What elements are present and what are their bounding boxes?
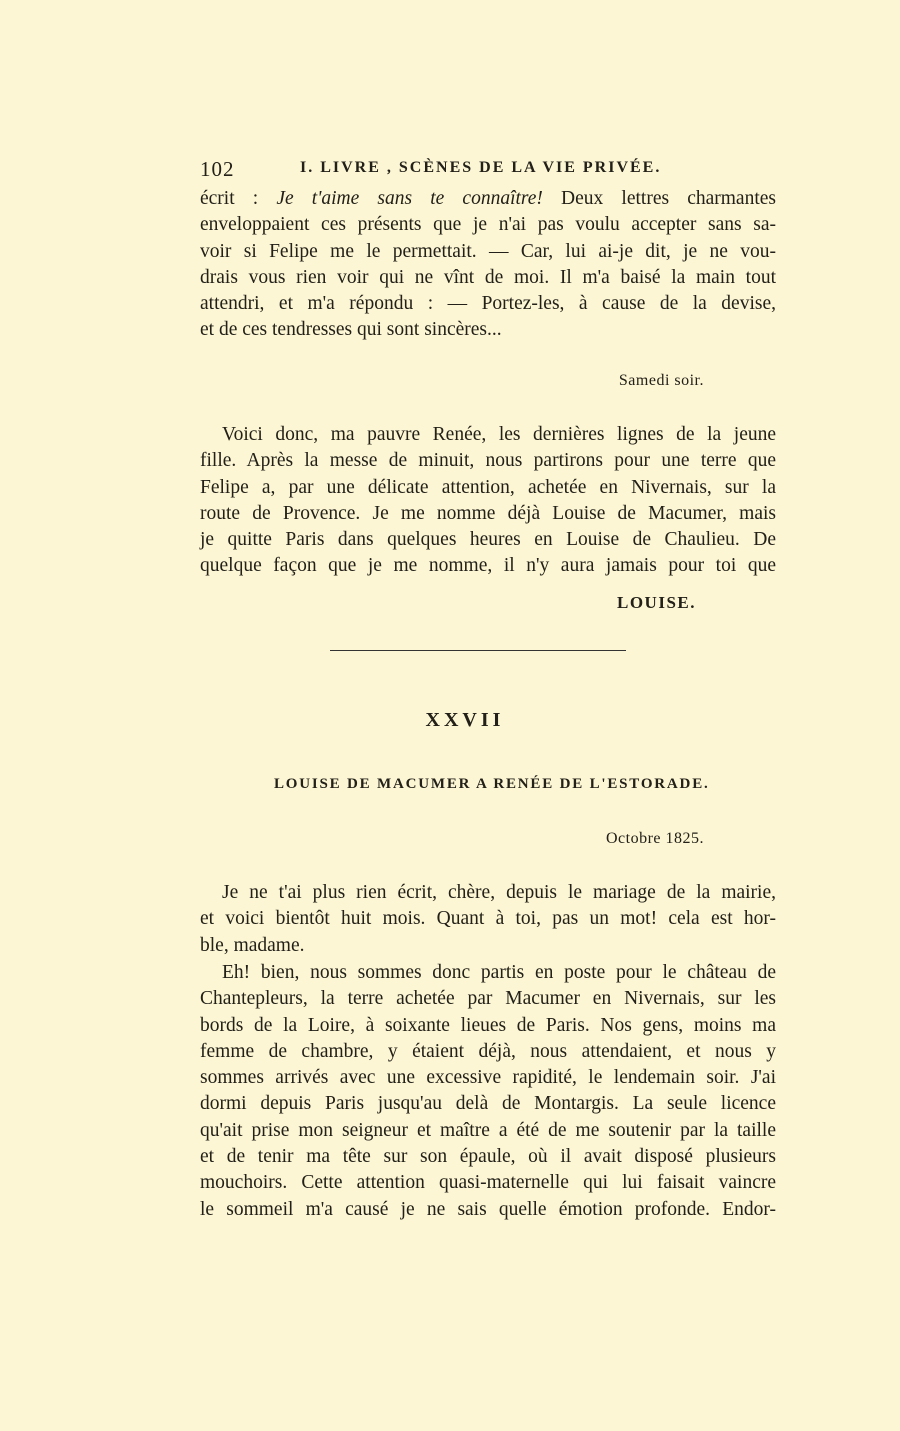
text-line: voir si Felipe me le permettait. — Car, lui ai-je dit, je ne vou-	[200, 240, 776, 262]
text-line: le sommeil m'a causé je ne sais quelle émotion profonde. Endor-	[200, 1198, 776, 1220]
text-line: Chantepleurs, la terre achetée par Macumer en Nivernais, sur les	[200, 988, 776, 1010]
paragraph-voici	[200, 422, 776, 580]
text-line: ble, madame.	[200, 934, 305, 956]
text-line: drais vous rien voir qui ne vînt de moi. Il m'a baisé la main tout	[200, 266, 776, 288]
text-line: écrit : Je t'aime sans te connaître! Deux lettres charmantes	[200, 188, 776, 209]
section-divider	[330, 650, 626, 651]
text-line: femme de chambre, y étaient déjà, nous attendaient, et nous y	[200, 1040, 776, 1062]
letter-heading: LOUISE DE MACUMER A RENÉE DE L'ESTORADE.	[274, 776, 710, 792]
dateline-samedi: Samedi soir.	[618, 372, 704, 389]
text-line: et de ces tendresses qui sont sincères...	[200, 319, 502, 341]
text-line: dormi depuis Paris jusqu'au delà de Montargis. La seule licence	[200, 1093, 776, 1115]
text-line: mouchoirs. Cette attention quasi-maternelle qui lui faisait vaincre	[200, 1172, 776, 1194]
text-line: route de Provence. Je me nomme déjà Louise de Macumer, mais	[200, 502, 776, 524]
text-line: fille. Après la messe de minuit, nous partirons pour une terre que	[200, 450, 776, 472]
dateline-octobre: Octobre 1825.	[605, 830, 704, 847]
chapter-number: XXVII	[425, 709, 505, 731]
paragraph-je-ne	[200, 880, 776, 959]
text-line: sommes arrivés avec une excessive rapidité, le lendemain soir. J'ai	[200, 1067, 776, 1089]
text-line: Eh! bien, nous sommes donc partis en poste pour le château de	[222, 962, 776, 983]
text-line: Voici donc, ma pauvre Renée, les dernières lignes de la jeune	[222, 424, 776, 445]
running-title: I. LIVRE , SCÈNES DE LA VIE PRIVÉE.	[300, 159, 662, 176]
text-line: et voici bientôt huit mois. Quant à toi, pas un mot! cela est hor-	[200, 908, 776, 930]
text-line: qu'ait prise mon seigneur et maître a été de me soutenir par la taille	[200, 1119, 776, 1141]
text-line: enveloppaient ces présents que je n'ai pas voulu accepter sans sa-	[200, 214, 776, 236]
signature: LOUISE.	[617, 593, 696, 612]
paragraph-continuation	[200, 186, 776, 344]
text-line: Je ne t'ai plus rien écrit, chère, depuis le mariage de la mairie,	[222, 882, 776, 903]
text-line: attendri, et m'a répondu : — Portez-les, à cause de la devise,	[200, 293, 776, 315]
paragraph-eh-bien	[200, 960, 776, 1223]
italic-motto: Je t'aime sans te connaître!	[276, 188, 543, 209]
text-line: quelque façon que je me nomme, il n'y aura jamais pour toi que	[200, 555, 776, 577]
page-number: 102	[200, 157, 235, 181]
text-line: Felipe a, par une délicate attention, achetée en Nivernais, sur la	[200, 476, 776, 498]
text-line: je quitte Paris dans quelques heures en Louise de Chaulieu. De	[200, 529, 776, 551]
text-line: et de tenir ma tête sur son épaule, où il avait disposé plusieurs	[200, 1146, 776, 1168]
text-line: bords de la Loire, à soixante lieues de Paris. Nos gens, moins ma	[200, 1014, 776, 1036]
